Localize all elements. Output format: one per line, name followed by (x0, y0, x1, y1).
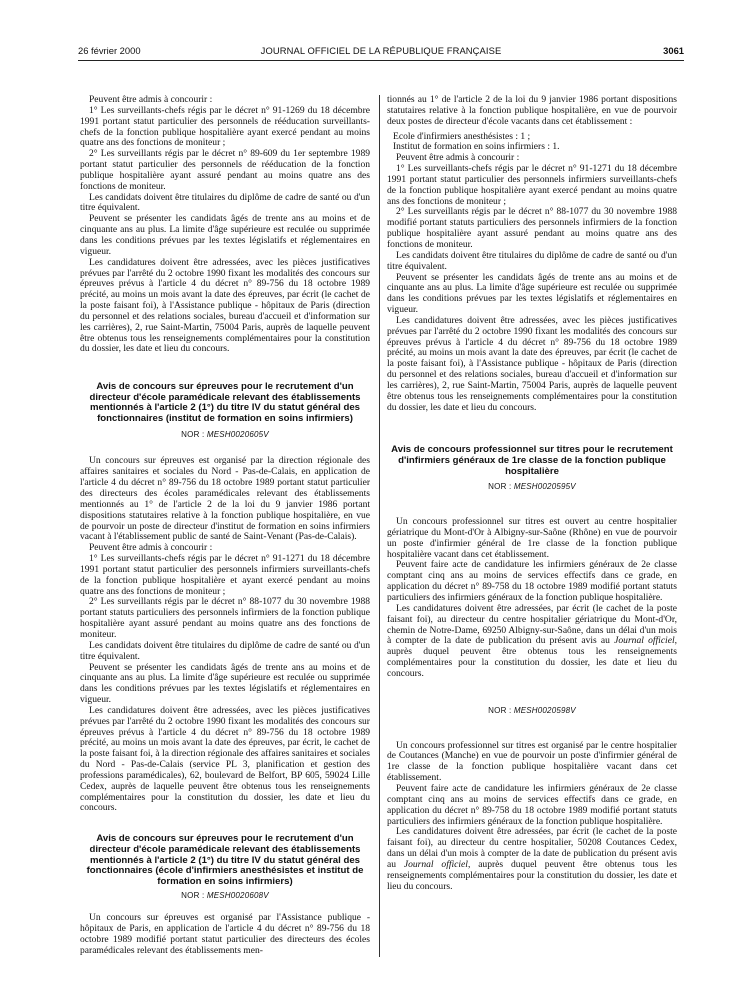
nor-reference: NOR : MESH0020608V (181, 891, 269, 901)
paragraph: 2° Les surveillants régis par le décret n° 88-1077 du 30 novembre 1988 modifié portant statuts particuliers des personnels infirmiers de la fonction publique hospitalière ayant assuré pendant au moins quatre ans des fonctions de moniteur. (387, 206, 677, 250)
paragraph: Peuvent être admis à concourir : (396, 152, 520, 164)
header-date: 26 février 2000 (78, 45, 141, 56)
nor-reference: NOR : MESH0020598V (488, 705, 576, 715)
paragraph: Un concours professionnel sur titres est ouvert au centre hospitalier gériatrique du Mont-d'Or à Albigny-sur-Saône (Rhône) en vue de pourvoir un poste d'infirmier général de 1re classe de la fonction publique hospitalière vacant dans cet établissement. (387, 516, 677, 560)
paragraph: Peuvent faire acte de candidature les infirmiers généraux de 2e classe comptant cinq ans au moins de services effectifs dans ce grade, en application du décret n° 89-758 du 18 octobre 1989 modifié portant statuts particuliers des infirmiers généraux de la fonction publique hospitalière. (387, 782, 677, 827)
paragraph: Un concours sur épreuves est organisé par la direction régionale des affaires sanitaires et sociales du Nord - Pas-de-Calais, en application de l'article 4 du décret n° 89-756 du 18 octobre 1989 portant statut particulier des directeurs des écoles paramédicales relevant des établissements mentionnés au 1° de l'article 2 de la loi du 9 janvier 1986 portant dispositions statutaires relative à la fonction publique hospitalière, en vue de pourvoir un poste de directeur d'institut de formation en soins infirmiers vacant à l'établissement public de santé de Saint-Venant (Pas-de-Calais). (80, 455, 370, 543)
paragraph: Les candidats doivent être titulaires du diplôme de cadre de santé ou d'un titre équivalent. (80, 191, 370, 214)
paragraph: Un concours professionnel sur titres est organisé par le centre hospitalier de Coutances (Manche) en vue de pourvoir un poste d'infirmier général de 1re classe de la fonction publique hospitalière vacant dans cet établissement. (387, 739, 677, 784)
paragraph: Peuvent se présenter les candidats âgés de trente ans au moins et de cinquante ans au plus. La limite d'âge supérieure est reculée ou supprimée dans les conditions prévues par les textes législatifs et réglementaires en vigueur. (80, 213, 370, 257)
column-divider (379, 95, 380, 957)
paragraph: Institut de formation en soins infirmiers : 1. (393, 141, 560, 153)
paragraph: Un concours sur épreuves est organisé par l'Assistance publique - hôpitaux de Paris, en application de l'article 4 du décret n° 89-756 du 18 octobre 1989 modifié portant statut particulier des directeurs des écoles paramédicales relevant des établissements men- (80, 912, 370, 956)
paragraph: Peuvent faire acte de candidature les infirmiers généraux de 2e classe comptant cinq ans au moins de services effectifs dans ce grade, en application du décret n° 89-758 du 18 octobre 1989 modifié portant statuts particuliers des infirmiers généraux de la fonction publique hospitalière. (387, 559, 677, 603)
paragraph: Peuvent se présenter les candidats âgés de trente ans au moins et de cinquante ans au plus. La limite d'âge supérieure est reculée ou supprimée dans les conditions prévues par les textes législatifs et réglementaires en vigueur. (80, 661, 370, 706)
nor-reference: NOR : MESH0020605V (181, 429, 269, 439)
paragraph: Les candidatures doivent être adressées, par écrit (le cachet de la poste faisant foi), au directeur du centre hospitalier, 50208 Coutances Cedex, dans un délai d'un mois à compter de la date de publication du présent avis au Journal officiel, auprès duquel peuvent être obtenus tous les renseignements complémentaires pour la constitution du dossier, les date et lieu du concours. (387, 826, 677, 892)
paragraph: Ecole d'infirmiers anesthésistes : 1 ; (393, 130, 531, 142)
page-header (78, 42, 684, 58)
notice-heading: Avis de concours professionnel sur titres pour le recrutement d'infirmiers généraux de 1re classe de la fonction publique hospitalière (391, 444, 673, 477)
paragraph: Peuvent se présenter les candidats âgés de trente ans au moins et de cinquante ans au plus. La limite d'âge supérieure est reculée ou supprimée dans les conditions prévues par les textes législatifs et réglementaires en vigueur. (387, 271, 677, 316)
paragraph: Les candidatures doivent être adressées, avec les pièces justificatives prévues par l'arrêté du 2 octobre 1990 fixant les modalités des concours sur épreuves prévus à l'article 4 du décret n° 89-756 du 18 octobre 1989 précité, au moins un mois avant la date des épreuves, par écrit (le cachet de la poste faisant foi), à l'Assistance publique - hôpitaux de Paris (direction du personnel et des relations sociales, bureau d'accueil et d'information sur les carrières), 2, rue Saint-Martin, 75004 Paris, auprès de laquelle peuvent être obtenus tous les renseignements complémentaires pour la constitution du dossier, les date et lieu du concours. (80, 256, 370, 355)
paragraph: 1° Les surveillants-chefs régis par le décret n° 91-1269 du 18 décembre 1991 portant statut particulier des personnels de rééducation surveillants-chefs de la fonction publique hospitalière ayant exercé pendant au moins quatre ans des fonctions de moniteur ; (80, 104, 370, 149)
paragraph: Les candidatures doivent être adressées, avec les pièces justificatives prévues par l'arrêté du 2 octobre 1990 fixant les modalités des concours sur épreuves prévus à l'article 4 du décret n° 89-756 du 18 octobre 1989 précité, au moins un mois avant la date des épreuves, par écrit (le cachet de la poste faisant foi), à l'Assistance publique - hôpitaux de Paris (direction du personnel et des relations sociales, bureau d'accueil et d'information sur les carrières), 2, rue Saint-Martin, 75004 Paris, auprès de laquelle peuvent être obtenus tous les renseignements complémentaires pour la constitution du dossier, les date et lieu du concours. (387, 314, 677, 413)
paragraph: 1° Les surveillants-chefs régis par le décret n° 91-1271 du 18 décembre 1991 portant statut particulier des personnels infirmiers surveillants-chefs de la fonction publique hospitalière et ayant exercé pendant au moins quatre ans des fonctions de moniteur ; (80, 553, 370, 597)
header-title: JOURNAL OFFICIEL DE LA RÉPUBLIQUE FRANÇAISE (260, 45, 502, 56)
paragraph: Peuvent être admis à concourir : (89, 94, 213, 105)
notice-heading: Avis de concours sur épreuves pour le recrutement d'un directeur d'école paramédicale relevant des établissements mentionnés à l'article 2 (1°) du titre IV du statut général des fonctionnaires (école d'infirmiers anesthésistes et institut de formation en soins infirmiers) (86, 833, 364, 887)
header-rule (78, 60, 684, 61)
notice-heading: Avis de concours sur épreuves pour le recrutement d'un directeur d'école paramédicale relevant des établissements mentionnés à l'article 2 (1°) du titre IV du statut général des fonctionnaires (institut de formation en soins infirmiers) (89, 381, 361, 425)
paragraph: Peuvent être admis à concourir : (89, 542, 213, 554)
left-column (80, 95, 370, 957)
paragraph: tionnés au 1° de l'article 2 de la loi du 9 janvier 1986 portant dispositions statutaires relative à la fonction publique hospitalière, en vue de pourvoir deux postes de directeur d'école vacants dans cet établissement : (387, 94, 677, 127)
paragraph: Les candidatures doivent être adressées, par écrit (le cachet de la poste faisant foi), au directeur du centre hospitalier gériatrique du Mont-d'Or, chemin de Notre-Dame, 69250 Albigny-sur-Saône, dans un délai d'un mois à compter de la date de publication du présent avis au Journal officiel, auprès duquel peuvent être obtenus tous les renseignements complémentaires pour la constitution du dossier, les date et lieu du concours. (387, 602, 677, 679)
paragraph: Les candidats doivent être titulaires du diplôme de cadre de santé ou d'un titre équivalent. (80, 639, 370, 662)
nor-reference: NOR : MESH0020595V (488, 482, 576, 492)
paragraph: Les candidats doivent être titulaires du diplôme de cadre de santé ou d'un titre équivalent. (387, 249, 677, 272)
right-column (387, 95, 677, 892)
paragraph: 2° Les surveillants régis par le décret n° 88-1077 du 30 novembre 1988 portant statuts particuliers des personnels infirmiers de la fonction publique hospitalière ayant assuré pendant au moins quatre ans des fonctions de moniteur. (80, 596, 370, 640)
paragraph: 2° Les surveillants régis par le décret n° 89-609 du 1er septembre 1989 portant statut particulier des personnels de rééducation de la fonction publique hospitalière ayant assuré pendant au moins quatre ans des fonctions de moniteur. (80, 148, 370, 192)
page-number: 3061 (663, 45, 684, 56)
paragraph: Les candidatures doivent être adressées, avec les pièces justificatives prévues par l'arrêté du 2 octobre 1990 fixant les modalités des concours sur épreuves prévus à l'article 4 du décret n° 89-756 du 18 octobre 1989 précité, au moins un mois avant la date des épreuves, par écrit, le cachet de la poste faisant foi, à la direction régionale des affaires sanitaires et sociales du Nord - Pas-de-Calais (service PL 3, planification et gestion des professions paramédicales), 62, boulevard de Belfort, BP 605, 59024 Lille Cedex, auprès de laquelle peuvent être obtenus tous les renseignements complémentaires pour la constitution du dossier, les date et lieu du concours. (80, 704, 370, 814)
paragraph: 1° Les surveillants-chefs régis par le décret n° 91-1271 du 18 décembre 1991 portant statut particulier des personnels infirmiers surveillants-chefs de la fonction publique hospitalière ayant exercé pendant au moins quatre ans des fonctions de moniteur ; (387, 163, 677, 207)
